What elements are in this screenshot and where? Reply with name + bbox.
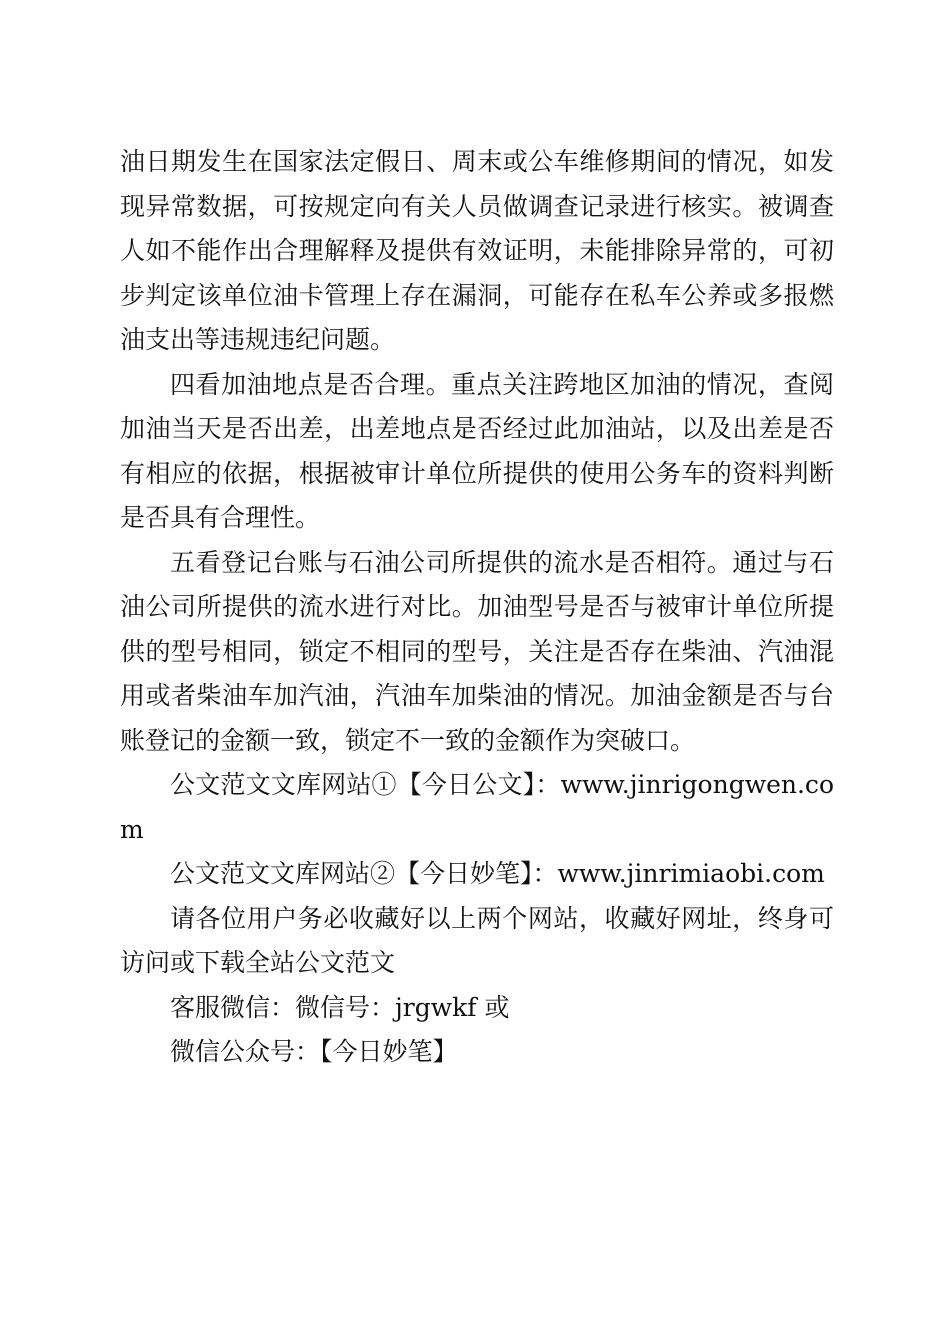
paragraph-official-account: 微信公众号：【今日妙笔】 [170,1037,458,1066]
paragraph-bookmark-notice: 请各位用户务必收藏好以上两个网站，收藏好网址，终身可访问或下载全站公文范文 [120,903,834,977]
paragraph-website-two: 公文范文文库网站②【今日妙笔】：www.jinrimiaobi.com [170,859,825,888]
paragraph-ledger-comparison: 五看登记台账与石油公司所提供的流水是否相符。通过与石油公司所提供的流水进行对比。加油型号是否与被审计单位所提供的型号相同，锁定不相同的型号，关注是否存在柴油、汽油混用或者柴油车加汽油，汽油车加柴油的情况。加油金额是否与台账登记的金额一致，锁定不一致的金额作为突破口。 [120,547,834,755]
paragraph-customer-service: 客服微信：微信号：jrgwkf 或 [170,992,510,1022]
paragraph-website-one: 公文范文文库网站①【今日公文】：www.jinrigongwen.com [120,770,834,844]
paragraph-refuel-date-check: 油日期发生在国家法定假日、周末或公车维修期间的情况，如发现异常数据，可按规定向有关人员做调查记录进行核实。被调查人如不能作出合理解释及提供有效证明，未能排除异常的，可初步判定该单位油卡管理上存在漏洞，可能存在私车公养或多报燃油支出等违规违纪问题。 [120,147,834,354]
paragraph-refuel-location-check: 四看加油地点是否合理。重点关注跨地区加油的情况，查阅加油当天是否出差，出差地点是否经过此加油站，以及出差是否有相应的依据，根据被审计单位所提供的使用公务车的资料判断是否具有合理性。 [120,369,834,532]
document-body [120,140,834,1075]
